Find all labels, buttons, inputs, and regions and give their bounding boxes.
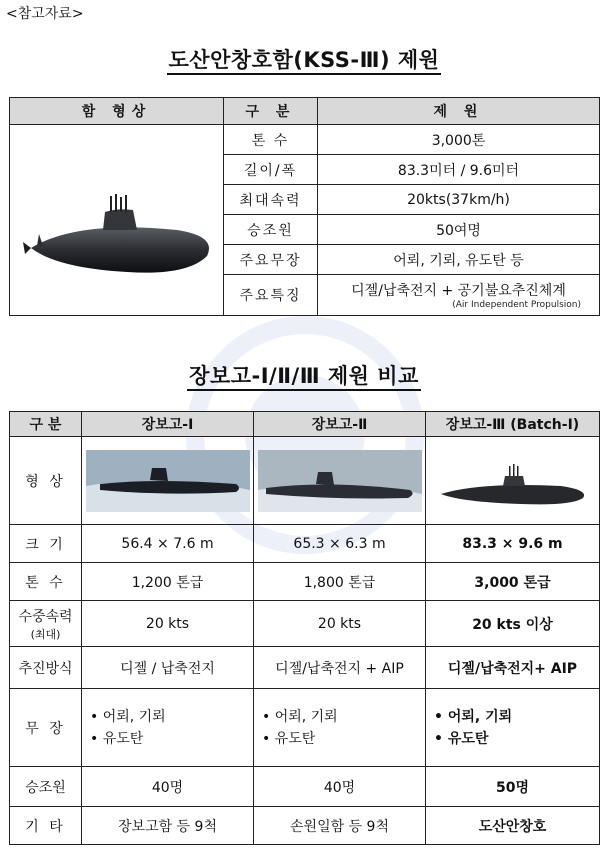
kss3-weapon-2: • 유도탄: [434, 730, 489, 747]
row-label-armament: 주요무장: [224, 245, 318, 275]
header-image: 함 형상: [10, 98, 224, 125]
speed-sublabel: (최대): [30, 627, 61, 641]
kss1-propulsion: 디젤 / 납축전지: [82, 647, 254, 689]
row-label-tonnage: 톤 수: [224, 125, 318, 155]
cmp-header-kss2: 장보고-Ⅱ: [254, 412, 426, 437]
cmp-header-kss3: 장보고-Ⅲ (Batch-Ⅰ): [426, 412, 600, 437]
cmp-header-category: 구 분: [10, 412, 82, 437]
cmp-header-kss1: 장보고-Ⅰ: [82, 412, 254, 437]
kss2-submarine-image: [258, 450, 422, 512]
kss1-tonnage: 1,200 톤급: [82, 563, 254, 601]
kss3-speed: 20 kts 이상: [426, 601, 600, 647]
cmp-label-tonnage: 톤 수: [10, 563, 82, 601]
kss3-weapons: [426, 689, 600, 767]
features-note: (Air Independent Propulsion): [452, 300, 581, 310]
cmp-label-size: 크 기: [10, 525, 82, 563]
kss1-weapon-1: • 어뢰, 기뢰: [90, 708, 166, 725]
row-value-tonnage: 3,000톤: [318, 125, 600, 155]
kss3-weapon-1: • 어뢰, 기뢰: [434, 708, 513, 725]
cmp-label-shape: 형 상: [10, 437, 82, 525]
kss2-weapon-2: • 유도탄: [262, 730, 316, 747]
kss3-size: 83.3 × 9.6 m: [426, 525, 600, 563]
row-label-crew: 승조원: [224, 215, 318, 245]
kss3-propulsion: 디젤/납축전지+ AIP: [426, 647, 600, 689]
cmp-label-speed: [10, 601, 82, 647]
kss2-image-cell: [254, 437, 426, 525]
kss1-speed: 20 kts: [82, 601, 254, 647]
kss2-tonnage: 1,800 톤급: [254, 563, 426, 601]
kss2-size: 65.3 × 6.3 m: [254, 525, 426, 563]
submarine-image-cell: [10, 125, 224, 316]
header-category: 구 분: [224, 98, 318, 125]
kss3-crew: 50명: [426, 767, 600, 807]
row-label-features: 주요특징: [224, 275, 318, 316]
kss3-spec-table: [9, 97, 600, 316]
kss3-tonnage: 3,000 톤급: [426, 563, 600, 601]
kss1-crew: 40명: [82, 767, 254, 807]
kss2-propulsion: 디젤/납축전지 + AIP: [254, 647, 426, 689]
kss2-speed: 20 kts: [254, 601, 426, 647]
kss3-submarine-small-image: [431, 450, 595, 512]
kss2-weapon-1: • 어뢰, 기뢰: [262, 708, 338, 725]
header-spec: 제 원: [318, 98, 600, 125]
kss1-submarine-image: [86, 450, 250, 512]
kss1-image-cell: [82, 437, 254, 525]
row-value-speed: 20kts(37km/h): [318, 185, 600, 215]
row-label-size: 길이/폭: [224, 155, 318, 185]
cmp-label-crew: 승조원: [10, 767, 82, 807]
speed-label: 수중속력: [18, 608, 73, 625]
row-value-size: 83.3미터 / 9.6미터: [318, 155, 600, 185]
kss1-size: 56.4 × 7.6 m: [82, 525, 254, 563]
kss2-weapons: [254, 689, 426, 767]
features-text: 디젤/납축전지 + 공기불요추진체계: [351, 283, 566, 299]
kss3-other: 도산안창호: [426, 807, 600, 845]
kss1-weapons: [82, 689, 254, 767]
kss2-crew: 40명: [254, 767, 426, 807]
row-value-features: [318, 275, 600, 316]
kss3-submarine-image: [17, 150, 217, 290]
kss1-weapon-2: • 유도탄: [90, 730, 144, 747]
reference-label: <참고자료>: [6, 6, 84, 22]
kss2-other: 손원일함 등 9척: [254, 807, 426, 845]
section2-title: 장보고-Ⅰ/Ⅱ/Ⅲ 제원 비교: [0, 360, 608, 390]
section1-title: 도산안창호함(KSS-Ⅲ) 제원: [0, 44, 608, 74]
cmp-label-other: 기 타: [10, 807, 82, 845]
cmp-label-propulsion: 추진방식: [10, 647, 82, 689]
cmp-label-weapons: 무 장: [10, 689, 82, 767]
row-value-armament: 어뢰, 기뢰, 유도탄 등: [318, 245, 600, 275]
row-value-crew: 50여명: [318, 215, 600, 245]
comparison-table: [9, 411, 600, 845]
row-label-speed: 최대속력: [224, 185, 318, 215]
kss1-other: 장보고함 등 9척: [82, 807, 254, 845]
kss3-image-cell: [426, 437, 600, 525]
